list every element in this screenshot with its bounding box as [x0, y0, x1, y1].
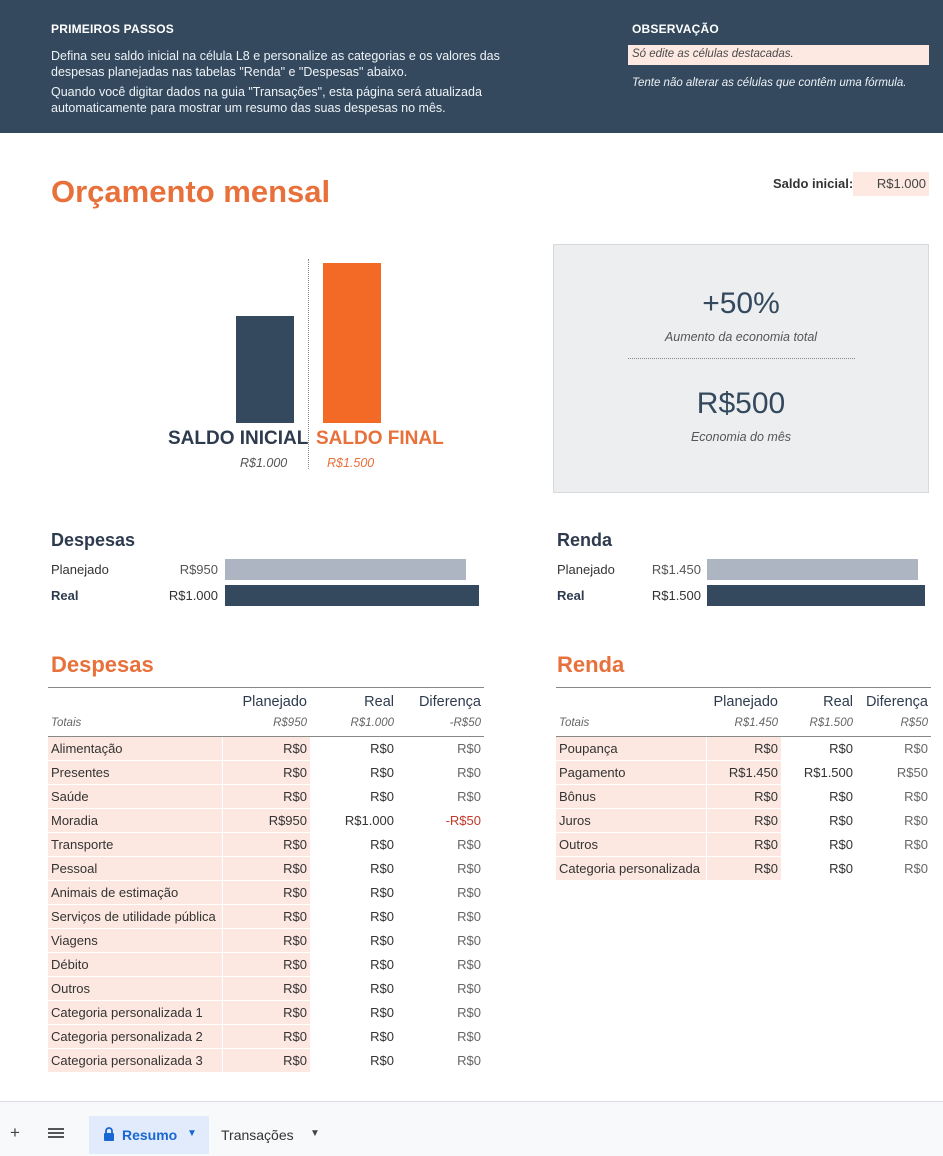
actual-cell: R$0 [370, 764, 394, 780]
income-planned-label: Planejado [557, 562, 615, 577]
planned-cell[interactable]: R$0 [222, 928, 310, 952]
monthly-savings-caption: Economia do mês [690, 430, 792, 444]
category-cell[interactable]: Débito [48, 952, 222, 976]
actual-cell: R$0 [370, 956, 394, 972]
actual-cell: R$0 [370, 836, 394, 852]
actual-cell: R$0 [370, 1052, 394, 1068]
table-row [48, 808, 484, 832]
table-row [48, 832, 484, 856]
difference-cell: R$0 [904, 740, 928, 756]
totals-label: Totais [556, 712, 706, 736]
lock-icon [103, 1127, 115, 1141]
category-cell[interactable]: Pagamento [556, 760, 706, 784]
instructions-line-3: Quando você digitar dados na guia "Transações", esta página será atualizada [51, 85, 482, 99]
table-row [48, 784, 484, 808]
actual-cell: R$0 [370, 788, 394, 804]
difference-cell: R$0 [457, 932, 481, 948]
category-cell[interactable]: Outros [556, 832, 706, 856]
difference-cell: R$0 [904, 812, 928, 828]
actual-cell: R$0 [370, 932, 394, 948]
totals-row [48, 712, 484, 736]
planned-cell[interactable]: R$0 [222, 880, 310, 904]
category-cell[interactable]: Poupança [556, 736, 706, 760]
planned-cell[interactable]: R$0 [706, 856, 781, 880]
table-row [48, 736, 484, 760]
actual-cell: R$0 [370, 1028, 394, 1044]
income-planned-bar [707, 559, 918, 580]
income-actual-label: Real [557, 588, 585, 603]
expenses-planned-value: R$950 [179, 562, 218, 577]
chart-category-label: SALDO FINAL [316, 428, 444, 449]
planned-cell[interactable]: R$0 [222, 832, 310, 856]
expenses-actual-bar [225, 585, 479, 606]
actual-cell: R$0 [829, 788, 853, 804]
difference-cell: R$0 [457, 740, 481, 756]
category-header [48, 688, 222, 713]
menu-icon[interactable] [48, 1128, 64, 1138]
planned-cell[interactable]: R$0 [222, 1048, 310, 1072]
category-cell[interactable]: Categoria personalizada 3 [48, 1048, 222, 1072]
difference-cell: R$0 [904, 836, 928, 852]
category-cell[interactable]: Saúde [48, 784, 222, 808]
difference-cell: R$0 [457, 836, 481, 852]
planned-cell[interactable]: R$0 [222, 952, 310, 976]
difference-cell: -R$50 [445, 812, 481, 828]
chart-value-label: R$1.000 [240, 456, 288, 470]
actual-header: Real [781, 688, 856, 713]
table-row [48, 856, 484, 880]
expenses-actual-value: R$1.000 [168, 588, 218, 603]
expenses-table [48, 687, 484, 1073]
planned-cell[interactable]: R$0 [706, 808, 781, 832]
table-header-row [48, 688, 484, 713]
planned-cell[interactable]: R$0 [222, 976, 310, 1000]
difference-cell: R$0 [457, 860, 481, 876]
expenses-planned-bar [225, 559, 466, 580]
actual-cell: R$0 [829, 740, 853, 756]
actual-cell: R$0 [370, 884, 394, 900]
note-text: Tente não alterar as células que contêm uma fórmula. [632, 77, 907, 89]
category-cell[interactable]: Categoria personalizada 1 [48, 1000, 222, 1024]
tab-resumo-label: Resumo [122, 1127, 178, 1143]
plus-icon[interactable]: + [10, 1123, 20, 1142]
expenses-table-title: Despesas [51, 652, 154, 677]
totals-row [556, 712, 931, 736]
totals-actual: R$1.500 [781, 712, 856, 736]
actual-cell: R$0 [370, 1004, 394, 1020]
table-row [48, 952, 484, 976]
totals-planned: R$1.450 [706, 712, 781, 736]
planned-cell[interactable]: R$0 [706, 832, 781, 856]
table-row [556, 832, 931, 856]
table-row [48, 760, 484, 784]
planned-header: Planejado [706, 688, 781, 713]
note-highlight: Só edite as células destacadas. [628, 45, 929, 65]
actual-cell: R$1.000 [344, 812, 394, 828]
income-planned-track [707, 559, 925, 580]
chevron-down-icon[interactable]: ▼ [310, 1128, 320, 1139]
balance-chart [160, 255, 460, 480]
savings-panel [553, 244, 929, 493]
difference-cell: R$0 [457, 980, 481, 996]
panel-divider [628, 358, 855, 359]
income-actual-value: R$1.500 [651, 588, 701, 603]
income-table [556, 687, 931, 881]
instructions-line-1: Defina seu saldo inicial na célula L8 e personalize as categorias e os valores das [51, 49, 500, 63]
getting-started-heading: PRIMEIROS PASSOS [51, 22, 175, 36]
sheet-tab-bar [0, 1101, 943, 1156]
difference-header: Diferença [856, 688, 931, 713]
expenses-actual-track [225, 585, 479, 606]
table-row [48, 928, 484, 952]
difference-cell: R$0 [457, 1004, 481, 1020]
category-cell[interactable]: Transporte [48, 832, 222, 856]
income-actual-bar [707, 585, 925, 606]
planned-cell[interactable]: R$0 [222, 760, 310, 784]
difference-cell: R$0 [457, 884, 481, 900]
chevron-down-icon[interactable]: ▼ [187, 1128, 197, 1139]
table-row [48, 1024, 484, 1048]
planned-cell[interactable]: R$1.450 [706, 760, 781, 784]
planned-cell[interactable]: R$950 [222, 808, 310, 832]
actual-cell: R$0 [370, 860, 394, 876]
difference-header: Diferença [397, 688, 484, 713]
planned-cell[interactable]: R$0 [222, 1000, 310, 1024]
income-table-title: Renda [557, 652, 625, 677]
totals-difference: -R$50 [397, 712, 484, 736]
totals-actual: R$1.000 [310, 712, 397, 736]
starting-balance-input[interactable]: R$1.000 [853, 172, 929, 196]
category-cell[interactable]: Viagens [48, 928, 222, 952]
actual-cell: R$0 [370, 740, 394, 756]
difference-cell: R$0 [457, 1052, 481, 1068]
table-header-row [556, 688, 931, 713]
starting-balance-label: Saldo inicial: [773, 176, 854, 191]
actual-cell: R$1.500 [803, 764, 853, 780]
savings-increase-value: +50% [702, 287, 780, 320]
table-row [48, 904, 484, 928]
difference-cell: R$0 [457, 764, 481, 780]
planned-header: Planejado [222, 688, 310, 713]
difference-cell: R$50 [896, 764, 928, 780]
planned-cell[interactable]: R$0 [706, 736, 781, 760]
actual-cell: R$0 [829, 836, 853, 852]
instructions-banner [0, 0, 943, 133]
expenses-summary-title: Despesas [51, 530, 136, 550]
table-row [556, 856, 931, 880]
planned-cell[interactable]: R$0 [222, 1024, 310, 1048]
income-summary [557, 530, 929, 610]
income-planned-value: R$1.450 [651, 562, 701, 577]
category-cell[interactable]: Serviços de utilidade pública [48, 904, 222, 928]
actual-header: Real [310, 688, 397, 713]
instructions-line-4: automaticamente para mostrar um resumo das suas despesas no mês. [51, 101, 446, 115]
monthly-savings-value: R$500 [696, 387, 786, 420]
income-actual-track [707, 585, 925, 606]
category-cell[interactable]: Categoria personalizada 2 [48, 1024, 222, 1048]
category-header [556, 688, 706, 713]
savings-increase-caption: Aumento da economia total [664, 330, 818, 344]
tab-transacoes[interactable]: Transações [221, 1127, 294, 1143]
actual-cell: R$0 [829, 812, 853, 828]
table-row [556, 784, 931, 808]
planned-cell[interactable]: R$0 [222, 736, 310, 760]
table-row [48, 1000, 484, 1024]
category-cell[interactable]: Alimentação [48, 736, 222, 760]
category-cell[interactable]: Pessoal [48, 856, 222, 880]
table-row [556, 760, 931, 784]
category-cell[interactable]: Animais de estimação [48, 880, 222, 904]
chart-category-label: SALDO INICIAL [168, 428, 309, 449]
tab-resumo[interactable] [89, 1116, 209, 1154]
table-row [556, 808, 931, 832]
note-heading: OBSERVAÇÃO [632, 22, 719, 36]
actual-cell: R$0 [370, 980, 394, 996]
expenses-summary [51, 530, 481, 610]
category-cell[interactable]: Categoria personalizada [556, 856, 706, 880]
difference-cell: R$0 [457, 788, 481, 804]
difference-cell: R$0 [457, 908, 481, 924]
category-cell[interactable]: Outros [48, 976, 222, 1000]
planned-cell[interactable]: R$0 [222, 856, 310, 880]
totals-label: Totais [48, 712, 222, 736]
expenses-planned-label: Planejado [51, 562, 109, 577]
category-cell[interactable]: Juros [556, 808, 706, 832]
actual-cell: R$0 [370, 908, 394, 924]
expenses-planned-track [225, 559, 479, 580]
totals-difference: R$50 [856, 712, 931, 736]
chart-value-label: R$1.500 [327, 456, 375, 470]
difference-cell: R$0 [904, 788, 928, 804]
table-row [48, 880, 484, 904]
table-row [556, 736, 931, 760]
planned-cell[interactable]: R$0 [706, 784, 781, 808]
totals-planned: R$950 [222, 712, 310, 736]
chart-bar [236, 316, 294, 423]
table-row [48, 1048, 484, 1072]
instructions-line-2: despesas planejadas nas tabelas "Renda" e "Despesas" abaixo. [51, 65, 408, 79]
page-title: Orçamento mensal [51, 174, 331, 209]
difference-cell: R$0 [904, 860, 928, 876]
category-cell[interactable]: Presentes [48, 760, 222, 784]
planned-cell[interactable]: R$0 [222, 784, 310, 808]
actual-cell: R$0 [829, 860, 853, 876]
expenses-actual-label: Real [51, 588, 79, 603]
difference-cell: R$0 [457, 956, 481, 972]
table-row [48, 976, 484, 1000]
difference-cell: R$0 [457, 1028, 481, 1044]
chart-bar [323, 263, 381, 423]
planned-cell[interactable]: R$0 [222, 904, 310, 928]
category-cell[interactable]: Moradia [48, 808, 222, 832]
income-summary-title: Renda [557, 530, 613, 550]
category-cell[interactable]: Bônus [556, 784, 706, 808]
